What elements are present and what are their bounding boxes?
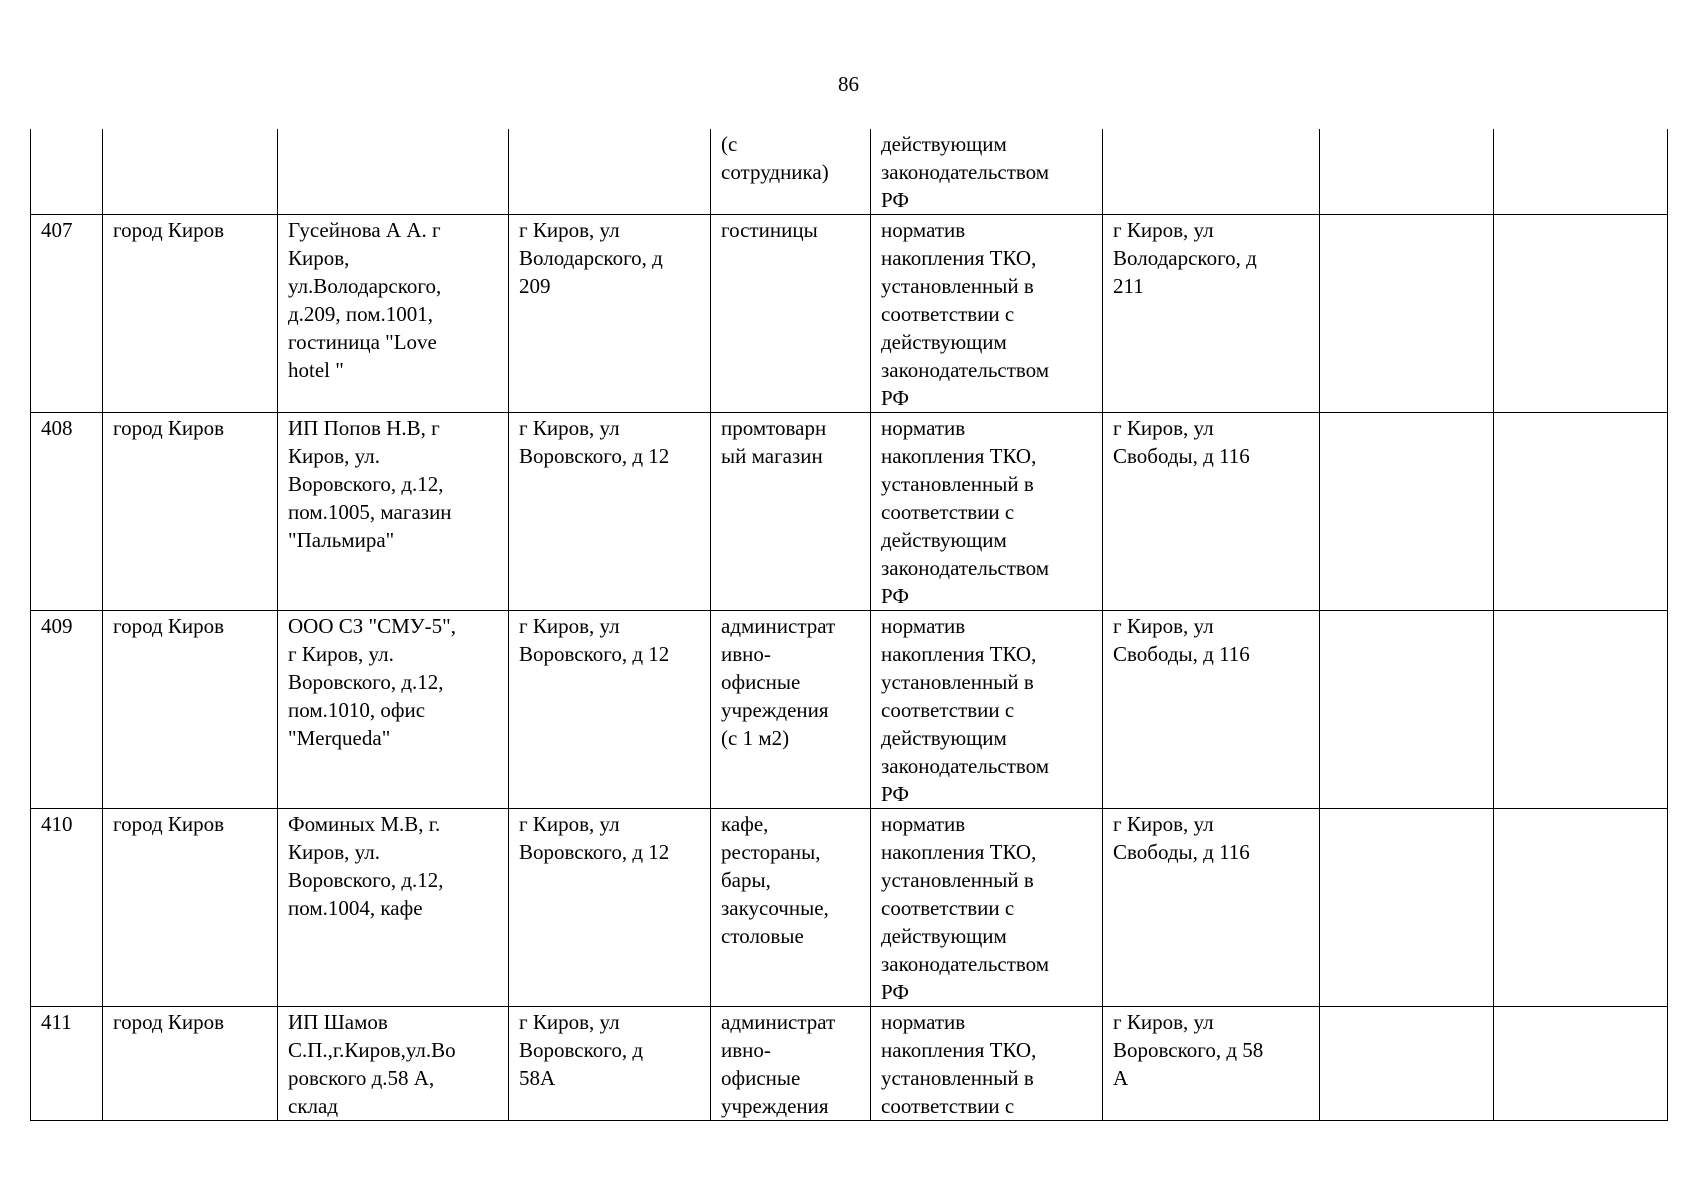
text-line: г Киров, ул xyxy=(1113,218,1214,242)
cell-norm xyxy=(871,413,1103,611)
text-line: пом.1004, кафе xyxy=(288,896,423,920)
text-line: Володарского, д xyxy=(1113,246,1257,270)
text-line: А xyxy=(1113,1066,1129,1090)
text-line: законодательством xyxy=(881,952,1050,976)
text-line: г Киров, ул xyxy=(519,1010,620,1034)
text-line: офисные xyxy=(721,1066,801,1090)
text-line: г Киров, ул xyxy=(1113,1010,1214,1034)
cell-city xyxy=(103,129,278,215)
text-line: РФ xyxy=(881,980,909,1004)
table-row xyxy=(31,611,1668,809)
text-line: Фоминых М.В, г. xyxy=(288,812,441,836)
text-line: закусочные, xyxy=(721,896,829,920)
cell-city: город Киров xyxy=(103,809,278,1007)
registry-table xyxy=(30,129,1668,1121)
text-line: Свободы, д 116 xyxy=(1113,642,1250,666)
text-line: г Киров, ул xyxy=(519,218,620,242)
text-line: администрат xyxy=(721,1010,836,1034)
text-line: Воровского, д 12 xyxy=(519,840,670,864)
cell-norm xyxy=(871,129,1103,215)
text-line: действующим xyxy=(881,330,1007,354)
text-line: кафе, xyxy=(721,812,769,836)
cell-extra-2 xyxy=(1494,1007,1668,1121)
cell-owner xyxy=(278,1007,509,1121)
cell-site xyxy=(1103,809,1320,1007)
text-line: г Киров, ул xyxy=(1113,614,1214,638)
text-line: соответствии с xyxy=(881,1094,1015,1118)
cell-address xyxy=(509,809,711,1007)
text-line: гостиница "Love xyxy=(288,330,437,354)
text-line: норматив xyxy=(881,1010,966,1034)
text-line: г Киров, ул. xyxy=(288,642,394,666)
text-line: установленный в xyxy=(881,670,1034,694)
cell-site xyxy=(1103,611,1320,809)
text-line: пом.1010, офис xyxy=(288,698,426,722)
cell-type xyxy=(711,215,871,413)
cell-norm xyxy=(871,611,1103,809)
cell-city: город Киров xyxy=(103,1007,278,1121)
table-row xyxy=(31,1007,1668,1121)
cell-site xyxy=(1103,215,1320,413)
cell-num: 407 xyxy=(31,215,103,413)
text-line: hotel " xyxy=(288,358,344,382)
text-line: законодательством xyxy=(881,358,1050,382)
text-line: (с xyxy=(721,132,738,156)
text-line: Воровского, д 58 xyxy=(1113,1038,1264,1062)
cell-owner xyxy=(278,611,509,809)
cell-extra-2 xyxy=(1494,129,1668,215)
text-line: РФ xyxy=(881,584,909,608)
text-line: Воровского, д xyxy=(519,1038,644,1062)
text-line: учреждения xyxy=(721,698,829,722)
text-line: ивно- xyxy=(721,642,771,666)
cell-extra-2 xyxy=(1494,611,1668,809)
cell-extra-2 xyxy=(1494,215,1668,413)
table-row xyxy=(31,215,1668,413)
cell-type xyxy=(711,1007,871,1121)
cell-type xyxy=(711,413,871,611)
table-row xyxy=(31,809,1668,1007)
text-line: соответствии с xyxy=(881,896,1015,920)
text-line: склад xyxy=(288,1094,339,1118)
text-line: г Киров, ул xyxy=(1113,812,1214,836)
text-line: установленный в xyxy=(881,274,1034,298)
text-line: 211 xyxy=(1113,274,1144,298)
cell-norm xyxy=(871,215,1103,413)
text-line: Киров, ул. xyxy=(288,840,380,864)
cell-owner xyxy=(278,809,509,1007)
text-line: соответствии с xyxy=(881,302,1015,326)
cell-city: город Киров xyxy=(103,413,278,611)
text-line: Киров, ул. xyxy=(288,444,380,468)
cell-address xyxy=(509,1007,711,1121)
text-line: г Киров, ул xyxy=(519,614,620,638)
text-line: ул.Володарского, xyxy=(288,274,442,298)
table-row xyxy=(31,413,1668,611)
text-line: г Киров, ул xyxy=(519,416,620,440)
cell-owner xyxy=(278,413,509,611)
text-line: РФ xyxy=(881,386,909,410)
text-line: накопления ТКО, xyxy=(881,1038,1037,1062)
text-line: Свободы, д 116 xyxy=(1113,444,1250,468)
text-line: установленный в xyxy=(881,868,1034,892)
text-line: законодательством xyxy=(881,556,1050,580)
text-line: действующим xyxy=(881,726,1007,750)
text-line: ИП Шамов xyxy=(288,1010,388,1034)
text-line: РФ xyxy=(881,188,909,212)
text-line: Воровского, д.12, xyxy=(288,670,444,694)
cell-address xyxy=(509,129,711,215)
text-line: 58А xyxy=(519,1066,556,1090)
cell-extra-1 xyxy=(1320,611,1494,809)
text-line: норматив xyxy=(881,218,966,242)
cell-extra-1 xyxy=(1320,129,1494,215)
text-line: ивно- xyxy=(721,1038,771,1062)
cell-num: 410 xyxy=(31,809,103,1007)
text-line: "Пальмира" xyxy=(288,528,395,552)
text-line: накопления ТКО, xyxy=(881,246,1037,270)
text-line: соответствии с xyxy=(881,500,1015,524)
text-line: бары, xyxy=(721,868,771,892)
text-line: накопления ТКО, xyxy=(881,642,1037,666)
text-line: столовые xyxy=(721,924,804,948)
text-line: "Merqueda" xyxy=(288,726,391,750)
text-line: ИП Попов Н.В, г xyxy=(288,416,440,440)
text-line: г Киров, ул xyxy=(1113,416,1214,440)
cell-owner xyxy=(278,129,509,215)
text-line: 209 xyxy=(519,274,551,298)
text-line: Воровского, д 12 xyxy=(519,642,670,666)
text-line: ровского д.58 А, xyxy=(288,1066,435,1090)
cell-type xyxy=(711,611,871,809)
cell-type xyxy=(711,809,871,1007)
text-line: действующим xyxy=(881,528,1007,552)
cell-type xyxy=(711,129,871,215)
text-line: норматив xyxy=(881,812,966,836)
cell-num: 409 xyxy=(31,611,103,809)
cell-num: 411 xyxy=(31,1007,103,1121)
text-line: администрат xyxy=(721,614,836,638)
text-line: ООО СЗ "СМУ-5", xyxy=(288,614,456,638)
cell-city: город Киров xyxy=(103,215,278,413)
text-line: действующим xyxy=(881,132,1007,156)
text-line: Володарского, д xyxy=(519,246,663,270)
text-line: д.209, пом.1001, xyxy=(288,302,434,326)
text-line: Воровского, д.12, xyxy=(288,472,444,496)
text-line: гостиницы xyxy=(721,218,818,242)
cell-num xyxy=(31,129,103,215)
cell-site xyxy=(1103,129,1320,215)
text-line: Свободы, д 116 xyxy=(1113,840,1250,864)
text-line: Воровского, д.12, xyxy=(288,868,444,892)
text-line: Воровского, д 12 xyxy=(519,444,670,468)
cell-site xyxy=(1103,413,1320,611)
text-line: накопления ТКО, xyxy=(881,840,1037,864)
cell-city: город Киров xyxy=(103,611,278,809)
text-line: сотрудника) xyxy=(721,160,829,184)
text-line: г Киров, ул xyxy=(519,812,620,836)
cell-extra-2 xyxy=(1494,809,1668,1007)
text-line: соответствии с xyxy=(881,698,1015,722)
text-line: С.П.,г.Киров,ул.Во xyxy=(288,1038,456,1062)
text-line: РФ xyxy=(881,782,909,806)
text-line: накопления ТКО, xyxy=(881,444,1037,468)
cell-norm xyxy=(871,809,1103,1007)
cell-extra-2 xyxy=(1494,413,1668,611)
text-line: пом.1005, магазин xyxy=(288,500,452,524)
text-line: учреждения xyxy=(721,1094,829,1118)
cell-num: 408 xyxy=(31,413,103,611)
text-line: рестораны, xyxy=(721,840,821,864)
text-line: промтоварн xyxy=(721,416,827,440)
cell-address xyxy=(509,413,711,611)
text-line: законодательством xyxy=(881,754,1050,778)
cell-owner xyxy=(278,215,509,413)
cell-extra-1 xyxy=(1320,1007,1494,1121)
table-row-continuation xyxy=(31,129,1668,215)
text-line: (с 1 м2) xyxy=(721,726,790,750)
text-line: Киров, xyxy=(288,246,350,270)
cell-address xyxy=(509,215,711,413)
text-line: установленный в xyxy=(881,1066,1034,1090)
cell-site xyxy=(1103,1007,1320,1121)
cell-extra-1 xyxy=(1320,809,1494,1007)
text-line: установленный в xyxy=(881,472,1034,496)
text-line: норматив xyxy=(881,614,966,638)
text-line: действующим xyxy=(881,924,1007,948)
cell-address xyxy=(509,611,711,809)
text-line: законодательством xyxy=(881,160,1050,184)
text-line: ый магазин xyxy=(721,444,823,468)
text-line: Гусейнова А А. г xyxy=(288,218,441,242)
text-line: офисные xyxy=(721,670,801,694)
cell-extra-1 xyxy=(1320,413,1494,611)
page-number: 86 xyxy=(838,72,859,96)
text-line: норматив xyxy=(881,416,966,440)
cell-norm xyxy=(871,1007,1103,1121)
cell-extra-1 xyxy=(1320,215,1494,413)
